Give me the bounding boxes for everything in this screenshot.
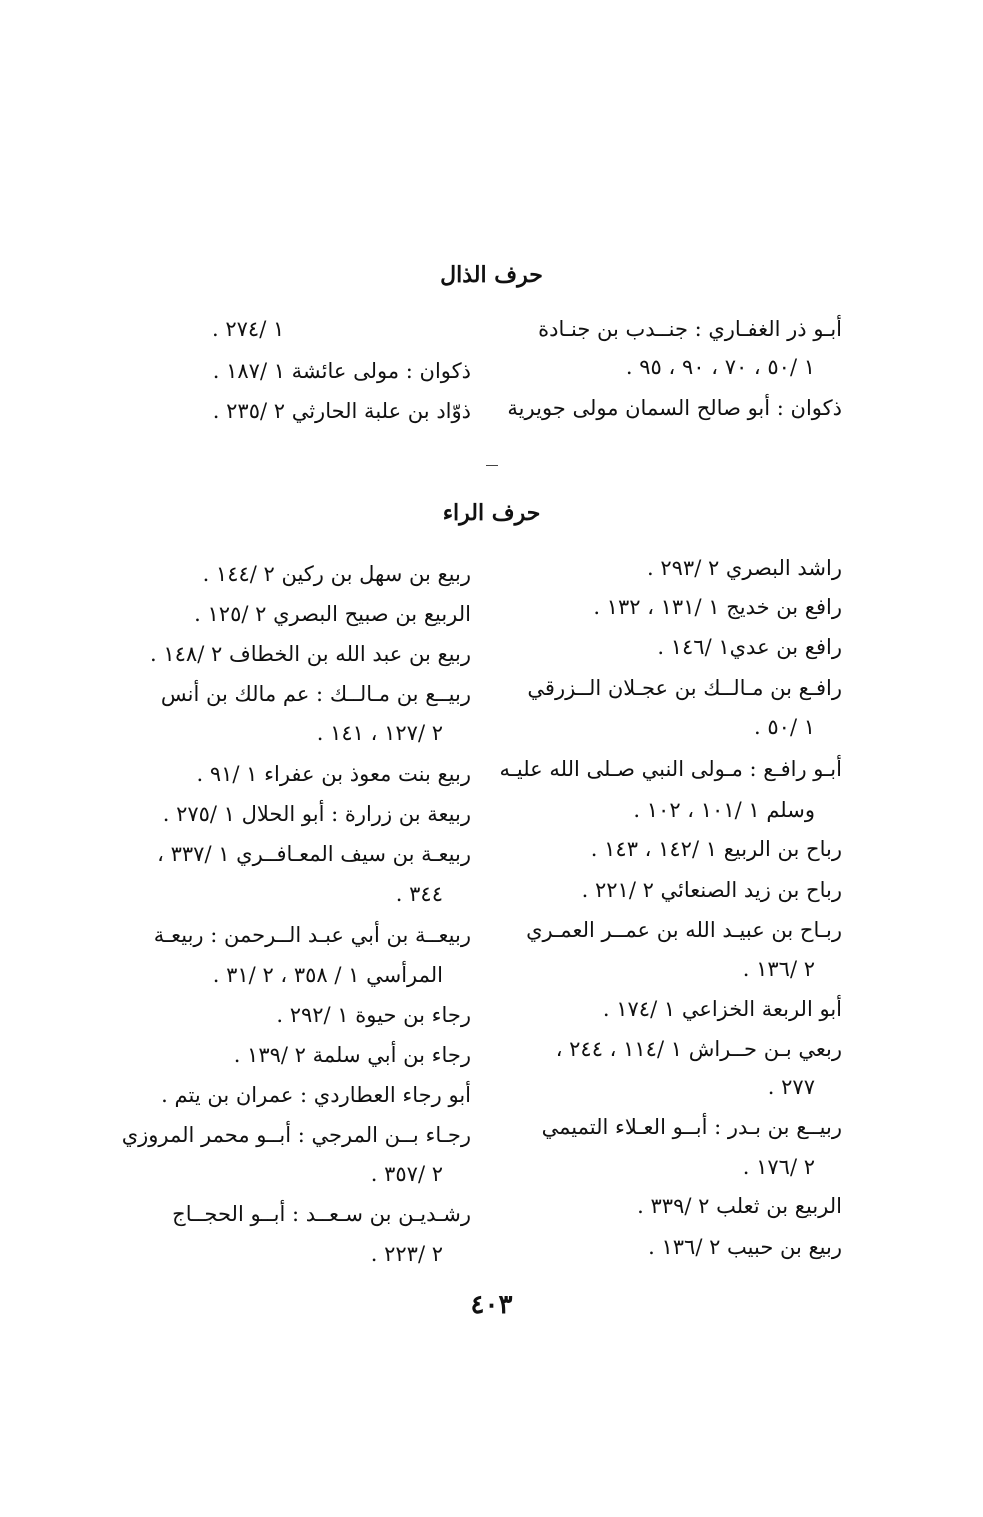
section-title-ra: حرف الراء [442,500,541,526]
index-entry: ربيعــة بن أبي عبـد الــرحمن : ربيعـة [153,923,471,947]
index-entry: ربيع بن عبد الله بن الخطاف ٢ /١٤٨ . [150,642,471,666]
index-entry: ربيع بن حبيب ٢ /١٣٦ . [648,1235,842,1259]
index-entry: ربعي بـن حــراش ١ /١١٤ ، ٢٤٤ ، [555,1037,842,1061]
index-entry: الربيع بن صبيح البصري ٢ /١٢٥ . [194,602,471,626]
index-entry: رجـاء بــن المرجي : أبــو محمر المروزي [121,1123,471,1147]
index-entry: ذكوان : أبو صالح السمان مولى جويرية [507,396,842,420]
index-entry-continuation: ٢ /١٧٦ . [742,1155,815,1179]
index-entry-continuation: ١ /٥٠ . [754,715,815,739]
index-entry-continuation: ٢ /١٣٦ . [742,957,815,981]
index-entry: رافع بن خديج ١ /١٣١ ، ١٣٢ . [593,595,842,619]
section-title-dhal: حرف الذال [440,262,543,288]
index-entry: رجاء بن أبي سلمة ٢ /١٣٩ . [233,1043,471,1067]
index-entry-continuation: ٢ /٣٥٧ . [370,1162,443,1186]
index-entry: ربـاح بن عبيـد الله بن عمــر العمـري [526,918,842,942]
index-entry: رجاء بن حيوة ١ /٢٩٢ . [276,1003,471,1027]
index-entry-continuation: ١ /٢٧٤ . [212,317,285,341]
index-entry: الربيع بن ثعلب ٢ /٣٣٩ . [637,1194,842,1218]
index-entry: رافـع بن مـالــك بن عجـلان الــزرقي [527,676,842,700]
index-entry-continuation: ٢ /١٢٧ ، ١٤١ . [316,721,443,745]
index-entry: ذكوان : مولى عائشة ١ /١٨٧ . [212,359,471,383]
index-entry: أبو رجاء العطاردي : عمران بن يتم . [161,1083,471,1107]
index-entry: راشد البصري ٢ /٢٩٣ . [647,556,842,580]
index-entry: رشـديـن بن سـعــد : أبــو الحجــاج [172,1202,471,1226]
index-entry: ذوّاد بن علبة الحارثي ٢ /٢٣٥ . [212,399,471,423]
section-divider [486,465,498,466]
index-entry: أبـو رافـع : مـولى النبي صـلى الله عليـه [499,757,842,781]
index-entry: ربيع بنت معوذ بن عفراء ١ /٩١ . [196,762,471,786]
index-entry: ربيــع بن مـالــك : عم مالك بن أنس [160,682,471,706]
index-entry: رباح بن زيد الصنعائي ٢ /٢٢١ . [581,878,842,902]
index-entry: ربيعـة بن سيف المعـافــري ١ /٣٣٧ ، [157,842,471,866]
index-entry: رافع بن عدي١ /١٤٦ . [657,635,842,659]
index-entry: رباح بن الربيع ١ /١٤٢ ، ١٤٣ . [590,837,842,861]
index-entry: أبـو ذر الغفـاري : جنــدب بن جنـادة [538,317,842,341]
index-entry-continuation: ١ /٥٠ ، ٧٠ ، ٩٠ ، ٩٥ . [625,355,815,379]
index-entry: ربيــع بن بـدر : أبــو العـلاء التميمي [541,1115,842,1139]
index-entry-continuation: ٢ /٢٢٣ . [370,1242,443,1266]
index-entry-continuation: ٣٤٤ . [395,882,443,906]
index-entry-continuation: المرأسي ١ / ٣٥٨ ، ٢ /٣١ . [212,963,443,987]
page-number: ٤٠٣ [470,1290,513,1320]
index-entry: ربيعة بن زرارة : أبو الحلال ١ /٢٧٥ . [162,802,471,826]
index-entry: أبو الربعة الخزاعي ١ /١٧٤ . [602,997,842,1021]
index-entry: ربيع بن سهل بن ركين ٢ /١٤٤ . [202,562,471,586]
index-entry-continuation: ٢٧٧ . [767,1075,815,1099]
index-entry-continuation: وسلم ١ /١٠١ ، ١٠٢ . [633,798,815,822]
